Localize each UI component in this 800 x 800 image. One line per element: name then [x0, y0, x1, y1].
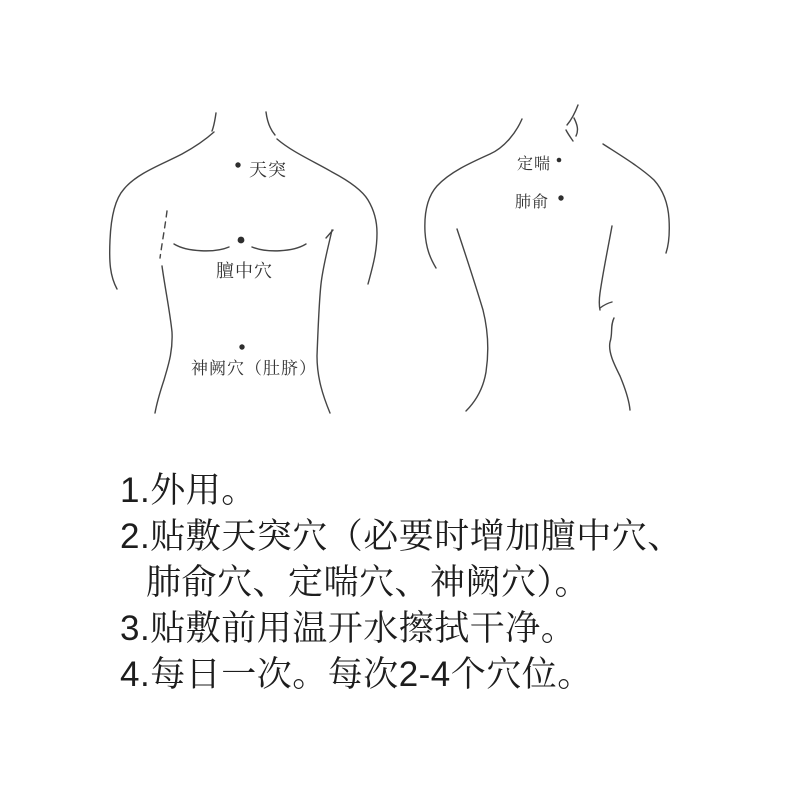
front-torso-left-line	[155, 266, 172, 413]
back-torso-right-lower-line	[610, 318, 630, 410]
instruction-line-2: 2.贴敷天突穴（必要时增加膻中穴、	[120, 517, 683, 556]
front-neck-right-line	[266, 112, 275, 135]
instruction-line-4: 4.每日一次。每次2-4个穴位。	[120, 655, 593, 694]
front-pec-left-line	[174, 244, 229, 251]
acupoint-dot-feishu	[558, 195, 563, 200]
instructions-block	[120, 468, 760, 698]
back-torso-left-line	[457, 229, 488, 411]
acupoint-label-shenque: 神阙穴（肚脐）	[191, 359, 317, 378]
acupoint-label-tiantu: 天突	[249, 160, 287, 180]
back-torso-right-upper-line	[599, 226, 612, 310]
acupoint-dot-tiantu	[235, 162, 240, 167]
front-neck-left-line	[212, 113, 216, 131]
acupoint-dot-dingchuan	[557, 158, 562, 163]
back-right-elbow-crease	[600, 302, 612, 308]
back-left-shoulder-arm-line	[425, 119, 522, 268]
back-neck-stroke-c	[566, 130, 573, 141]
front-right-armpit-crease	[326, 230, 333, 238]
front-pec-right-line	[252, 244, 306, 251]
back-neck-stroke-b	[574, 118, 577, 136]
instruction-line-2-continued: 肺俞穴、定喘穴、神阙穴）。	[146, 563, 591, 602]
instruction-line-1: 1.外用。	[120, 471, 257, 510]
acupoint-label-danzhong: 膻中穴	[216, 261, 273, 281]
acupoint-label-dingchuan: 定喘	[517, 156, 552, 173]
acupoint-dot-danzhong	[238, 237, 245, 244]
acupoint-label-feishu: 肺俞	[515, 194, 550, 211]
instruction-line-3: 3.贴敷前用温开水擦拭干净。	[120, 609, 577, 648]
front-torso-right-line	[317, 230, 332, 413]
acupoint-dot-shenque	[239, 344, 244, 349]
back-right-shoulder-arm-line	[603, 144, 669, 253]
front-right-shoulder-arm-line	[277, 139, 377, 284]
front-left-inner-arm-line	[160, 211, 167, 258]
